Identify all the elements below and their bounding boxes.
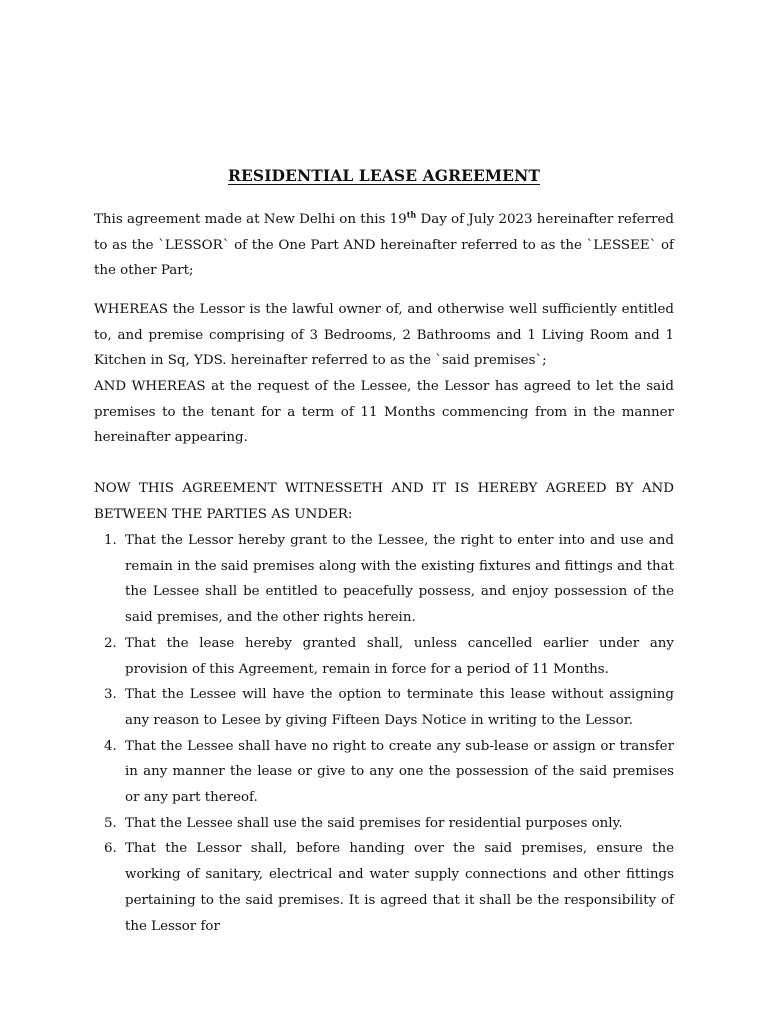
document-title: RESIDENTIAL LEASE AGREEMENT [228, 166, 540, 185]
clause-text: That the Lessee shall have no right to create any sub-lease or assign or transfer in any manner the lease or give to any one the possession of the said premises or any part thereof. [125, 738, 674, 806]
clause-item [94, 631, 674, 682]
clause-number: 6. [104, 841, 117, 857]
intro-paragraph [94, 207, 674, 284]
clause-item [94, 528, 674, 631]
clause-text: That the Lessee will have the option to terminate this lease without assigning any reason to Lesee by giving Fifteen Days Notice in writing to the Lessor. [125, 687, 674, 728]
clause-item [94, 836, 674, 939]
intro-after-date: Day of July 2023 hereinafter referred to as the `LESSOR` of the One Part AND hereinafter referred to as the `LESSEE` of the other Part; [94, 212, 674, 279]
whereas-paragraph-1: WHEREAS the Lessor is the lawful owner of, and otherwise well sufficiently entitled to, and premise comprising of 3 Bedrooms, 2 Bathrooms and 1 Living Room and 1 Kitchen in Sq, YDS. hereinafter referred to as the `said premises`; [94, 302, 674, 369]
clause-number: 4. [104, 738, 117, 754]
clause-number: 3. [104, 687, 117, 703]
clause-text: That the Lessor hereby grant to the Lessee, the right to enter into and use and remain in the said premises along with the existing fixtures and fittings and that the Lessee shall be entitled to peacefully possess, and enjoy possession of the said premises, and the other rights herein. [125, 533, 674, 626]
clause-list [94, 528, 674, 939]
clause-text: That the Lessor shall, before handing over the said premises, ensure the working of sanitary, electrical and water supply connections and other fittings pertaining to the said premises. It is agreed that it shall be the responsibility of the Lessor for [125, 841, 674, 934]
clause-item [94, 734, 674, 811]
clause-item [94, 811, 674, 837]
clause-number: 5. [104, 815, 117, 831]
clause-text: That the lease hereby granted shall, unless cancelled earlier under any provision of this Agreement, remain in force for a period of 11 Months. [125, 635, 674, 677]
clause-number: 2. [104, 635, 117, 651]
date-suffix: th [406, 209, 417, 220]
now-clause: NOW THIS AGREEMENT WITNESSETH AND IT IS HEREBY AGREED BY AND BETWEEN THE PARTIES AS UNDER: [94, 481, 674, 522]
intro-before-date: This agreement made at New Delhi on this 19 [94, 212, 407, 227]
clause-text: That the Lessee shall use the said premises for residential purposes only. [125, 815, 623, 831]
whereas-paragraph-2: AND WHEREAS at the request of the Lessee, the Lessor has agreed to let the said premises to the tenant for a term of 11 Months commencing from in the manner hereinafter appearing. [94, 379, 674, 446]
clause-number: 1. [104, 533, 117, 548]
clause-item [94, 682, 674, 733]
